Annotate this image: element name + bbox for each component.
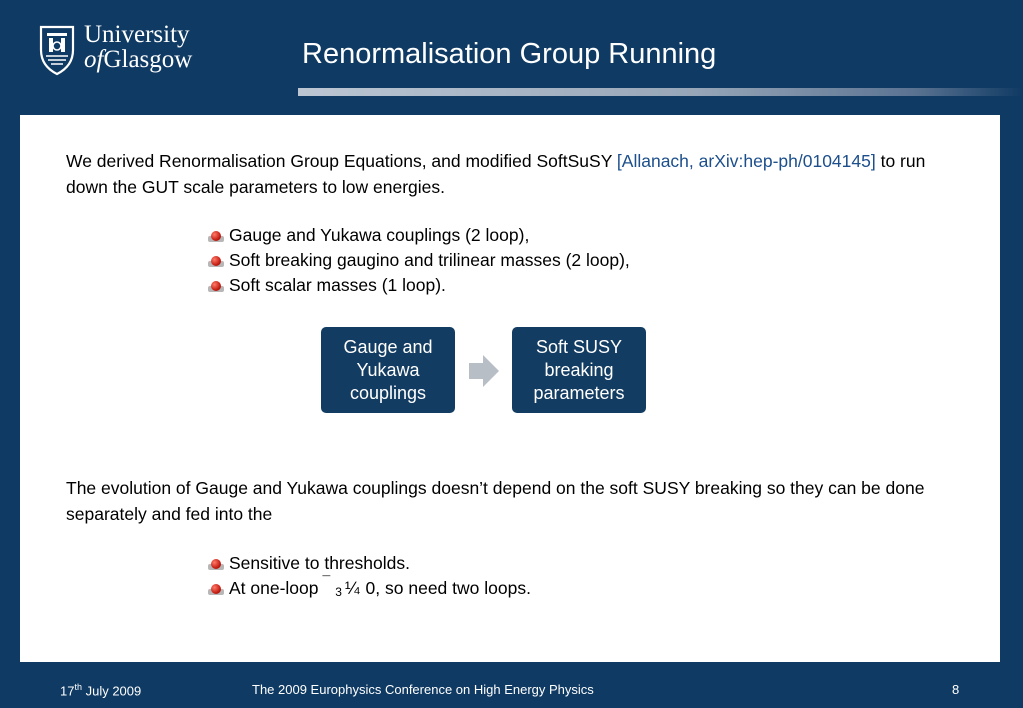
soft-susy-box bbox=[512, 327, 646, 413]
list-item-text: Gauge and Yukawa couplings (2 loop), bbox=[229, 225, 530, 245]
evolution-paragraph: The evolution of Gauge and Yukawa couplings doesn’t depend on the soft SUSY breaking so they can be done separately and fed into the bbox=[66, 478, 925, 524]
gauge-yukawa-box bbox=[321, 327, 455, 413]
reference-link[interactable]: [Allanach, arXiv:hep-ph/0104145] bbox=[616, 151, 876, 171]
bullet-icon bbox=[208, 230, 224, 242]
logo-of: of bbox=[84, 46, 104, 73]
list-item bbox=[208, 551, 531, 576]
list-item-text: Sensitive to thresholds. bbox=[229, 553, 410, 573]
footer-conference: The 2009 Europhysics Conference on High Energy Physics bbox=[252, 682, 594, 697]
slide-header bbox=[0, 0, 1023, 110]
zero-value: 0 bbox=[365, 578, 376, 598]
crest-icon bbox=[38, 24, 76, 76]
box-line: breaking bbox=[544, 359, 614, 380]
bullet-icon bbox=[208, 280, 224, 292]
list-item-text: Soft breaking gaugino and trilinear masses (2 loop), bbox=[229, 250, 630, 270]
university-logo bbox=[38, 21, 218, 80]
box-line: couplings bbox=[349, 382, 427, 403]
logo-glasgow bbox=[84, 47, 192, 73]
list-item-text: At one-loop bbox=[229, 578, 319, 598]
content-panel bbox=[20, 115, 1000, 662]
beta-symbol: ¯ bbox=[322, 573, 331, 589]
list-item bbox=[208, 223, 630, 248]
coupling-list bbox=[208, 223, 630, 298]
intro-paragraph bbox=[66, 148, 946, 200]
footer-date bbox=[60, 682, 141, 698]
page-number: 8 bbox=[952, 682, 960, 697]
threshold-list bbox=[208, 551, 531, 601]
bullet-icon bbox=[208, 583, 224, 595]
subscript-3: 3 bbox=[335, 585, 342, 599]
approx-symbol: ¼ bbox=[344, 578, 360, 598]
footer-date-rest: July 2009 bbox=[81, 683, 142, 699]
list-item bbox=[208, 273, 630, 298]
list-item-tail: , so need two loops. bbox=[375, 578, 531, 598]
intro-text: We derived Renormalisation Group Equations, and modified SoftSuSY bbox=[66, 151, 617, 171]
box-line: Soft SUSY bbox=[535, 336, 623, 357]
box-line: parameters bbox=[533, 382, 625, 403]
slide-title: Renormalisation Group Running bbox=[302, 38, 717, 70]
intro-tail: to run down the GUT scale parameters to low energies. bbox=[66, 151, 926, 197]
bullet-icon bbox=[208, 558, 224, 570]
list-item-text: Soft scalar masses (1 loop). bbox=[229, 275, 446, 295]
footer-date-day: 17 bbox=[60, 683, 75, 699]
box-line: Yukawa bbox=[356, 359, 420, 380]
list-item bbox=[208, 248, 630, 273]
logo-glasgow-word: Glasgow bbox=[103, 46, 193, 73]
bullet-icon bbox=[208, 255, 224, 267]
logo-university: University bbox=[84, 21, 190, 48]
footer-date-suffix: th bbox=[74, 682, 82, 692]
title-rule bbox=[298, 88, 1023, 96]
list-item bbox=[208, 573, 531, 601]
arrow-right-icon bbox=[469, 355, 499, 387]
box-line: Gauge and bbox=[343, 336, 433, 357]
